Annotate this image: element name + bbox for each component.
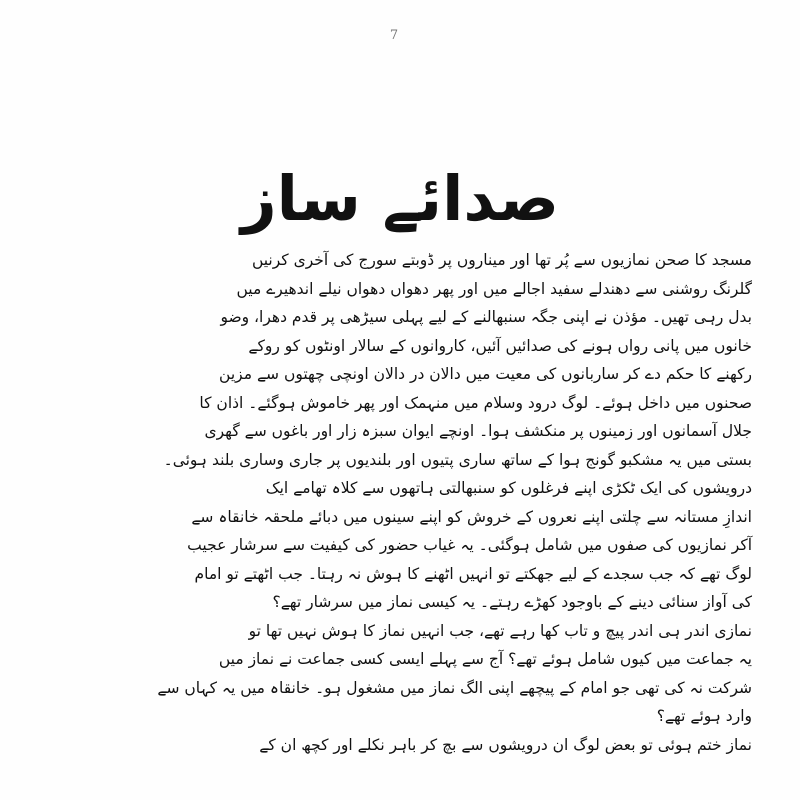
text-line: آکر نمازیوں کی صفوں میں شامل ہوگئی۔ یہ غیاب حضور کی کیفیت سے سرشار عجیب [187, 536, 752, 554]
text-line: نمازی اندر ہی اندر پیچ و تاب کھا رہے تھے، جب انہیں نماز کا ہوش نہیں تھا تو [248, 621, 752, 640]
text-line: شرکت نہ کی تھی جو امام کے پیچھے اپنی الگ نماز میں مشغول ہو۔ خانقاہ میں یہ کہاں سے [157, 678, 752, 697]
text-line: جلال آسمانوں اور زمینوں پر منکشف ہوا۔ اونچے ایوان سبزہ زار اور باغوں سے گھری [204, 422, 752, 440]
text-line: درویشوں کی ایک ٹکڑی اپنے فرغلوں کو سنبھالتی ہاتھوں سے کلاہ تھامے ایک [265, 479, 752, 497]
body-text [157, 246, 752, 759]
text-line: بدل رہی تھیں۔ مؤذن نے اپنی جگہ سنبھالنے کے لیے پہلی سیڑھی پر قدم دھرا، وضو [220, 308, 752, 326]
text-line: کی آواز سنائی دینے کے باوجود کھڑے رہتے۔ یہ کیسی نماز میں سرشار تھے؟ [272, 593, 752, 611]
text-line: گلرنگ روشنی سے دھندلے سفید اجالے میں اور پھر دھواں دھواں نیلے اندھیرے میں [236, 279, 752, 298]
text-line: نماز ختم ہوئی تو بعض لوگ ان درویشوں سے بچ کر باہر نکلے اور کچھ ان کے [259, 735, 752, 754]
text-line: اندازِ مستانہ سے چلتی اپنے نعروں کے خروش کو اپنے سینوں میں دبائے ملحقہ خانقاہ سے [191, 507, 752, 526]
text-line: بستی میں یہ مشکبو گونج ہوا کے ساتھ ساری پتیوں اور بلندیوں پر جاری وساری بلند ہوئی۔ [163, 450, 752, 469]
text-line: رکھنے کا حکم دے کر ساربانوں کی معیت میں دالان در دالان اونچی چھتوں سے مزین [219, 365, 752, 383]
text-line: لوگ تھے کہ جب سجدے کے لیے جھکتے تو انہیں اٹھنے کا ہوش نہ رہتا۔ جب اٹھتے تو امام [194, 564, 752, 583]
text-line: مسجد کا صحن نمازیوں سے پُر تھا اور میناروں پر ڈوبتے سورج کی آخری کرنیں [251, 251, 752, 269]
chapter-title: صدائے ساز [240, 162, 560, 235]
text-line: خانوں میں پانی رواں ہونے کی صدائیں آئیں، کاروانوں کے سالار اونٹوں کو روکے [248, 336, 752, 355]
text-line: وارد ہوئے تھے؟ [656, 707, 752, 725]
text-line: صحنوں میں داخل ہوئے۔ لوگ درود وسلام میں منہمک اور پھر خاموش ہوگئے۔ اذان کا [199, 393, 752, 412]
text-line: یہ جماعت میں کیوں شامل ہوئے تھے؟ آج سے پہلے ایسی کسی جماعت نے نماز میں [218, 650, 752, 668]
page-number: 7 [389, 28, 399, 43]
